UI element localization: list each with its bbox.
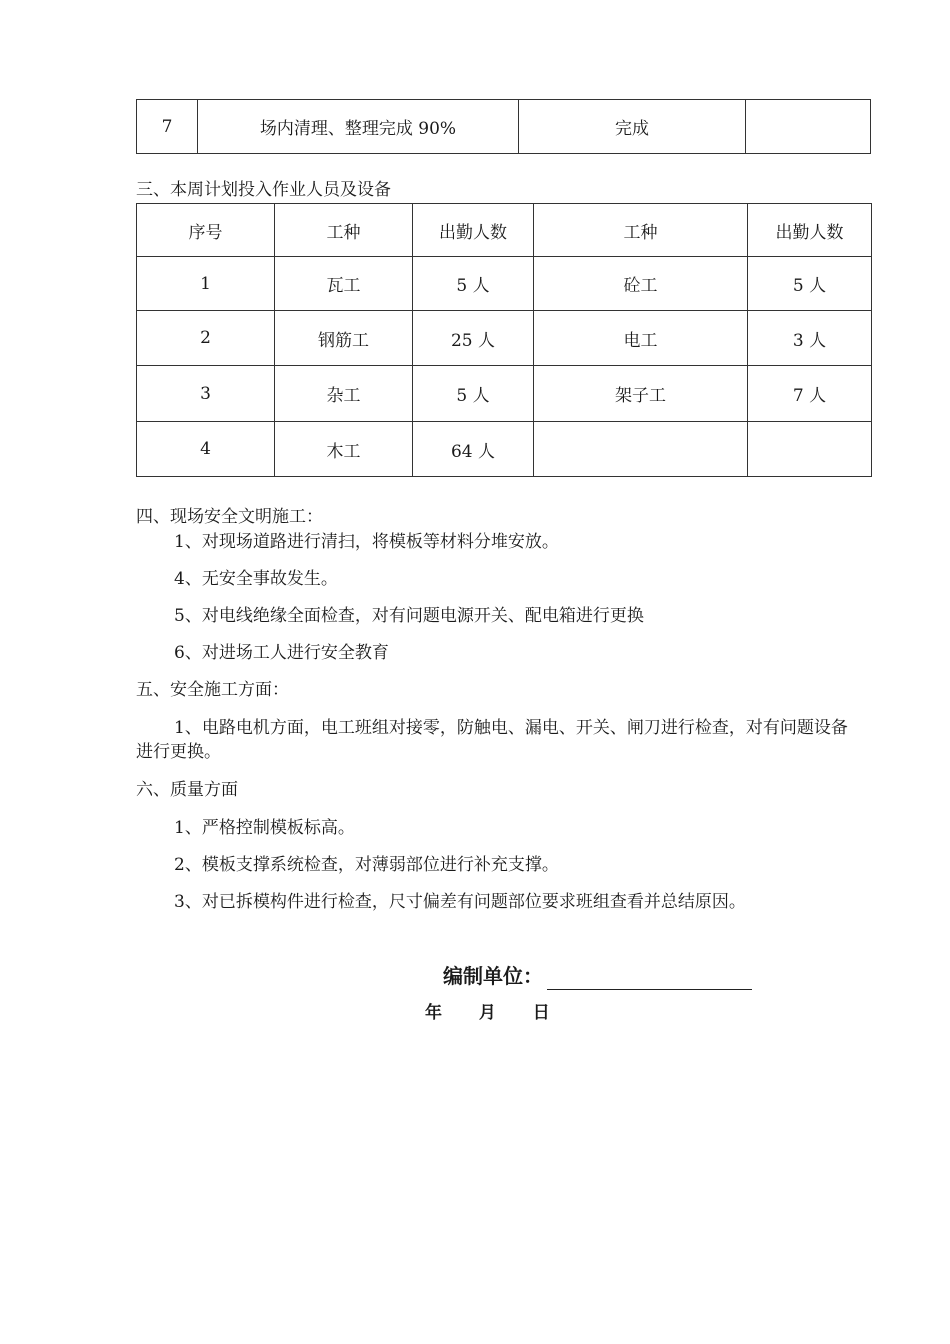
column-header: 出勤人数 xyxy=(413,204,534,257)
table-cell xyxy=(534,422,748,477)
column-header: 工种 xyxy=(534,204,748,257)
table-cell: 64 人 xyxy=(413,422,534,477)
list-item: 5、对电线绝缘全面检查，对有问题电源开关、配电箱进行更换 xyxy=(174,606,644,626)
table-cell: 瓦工 xyxy=(275,257,413,311)
section-heading: 四、现场安全文明施工： xyxy=(136,507,323,527)
table-row xyxy=(137,100,871,154)
table-cell: 25 人 xyxy=(413,311,534,366)
month-label: 月 xyxy=(478,1003,496,1023)
year-label: 年 xyxy=(425,1003,442,1023)
table-row xyxy=(137,422,872,477)
date-line xyxy=(425,1001,550,1025)
signature-block xyxy=(443,962,752,990)
table-row xyxy=(137,311,872,366)
table-cell: 3 人 xyxy=(748,311,872,366)
table-cell: 杂工 xyxy=(275,366,413,422)
list-item: 1、严格控制模板标高。 xyxy=(174,818,355,838)
column-header: 出勤人数 xyxy=(748,204,872,257)
table-cell: 木工 xyxy=(275,422,413,477)
column-header: 工种 xyxy=(275,204,413,257)
table-cell: 5 人 xyxy=(748,257,872,311)
personnel-table xyxy=(136,203,872,477)
table-cell xyxy=(746,100,871,154)
table-cell: 砼工 xyxy=(534,257,748,311)
list-item: 3、对已拆模构件进行检查，尺寸偏差有问题部位要求班组查看并总结原因。 xyxy=(174,892,746,912)
table-cell: 3 xyxy=(137,366,275,422)
section-heading: 五、安全施工方面： xyxy=(136,680,289,700)
table-header-row xyxy=(137,204,872,257)
signature-label: 编制单位： xyxy=(443,964,543,988)
section-heading: 三、本周计划投入作业人员及设备 xyxy=(136,180,391,200)
table-cell: 5 人 xyxy=(413,257,534,311)
list-item: 6、对进场工人进行安全教育 xyxy=(174,643,389,663)
signature-line xyxy=(547,967,752,990)
table-row xyxy=(137,257,872,311)
column-header: 序号 xyxy=(137,204,275,257)
table-cell: 电工 xyxy=(534,311,748,366)
list-item: 4、无安全事故发生。 xyxy=(174,569,338,589)
list-item: 1、对现场道路进行清扫，将模板等材料分堆安放。 xyxy=(174,532,559,552)
table-cell xyxy=(748,422,872,477)
table-cell: 2 xyxy=(137,311,275,366)
table-cell: 场内清理、整理完成 90% xyxy=(198,100,519,154)
table-cell: 5 人 xyxy=(413,366,534,422)
table-cell: 4 xyxy=(137,422,275,477)
section-heading: 六、质量方面 xyxy=(136,780,238,800)
table-cell: 1 xyxy=(137,257,275,311)
list-item: 2、模板支撑系统检查，对薄弱部位进行补充支撑。 xyxy=(174,855,559,875)
table-cell: 完成 xyxy=(519,100,746,154)
table-cell: 7 xyxy=(137,100,198,154)
table-cell: 架子工 xyxy=(534,366,748,422)
table-row xyxy=(137,366,872,422)
table-cell: 7 人 xyxy=(748,366,872,422)
paragraph: 1、电路电机方面，电工班组对接零，防触电、漏电、开关、闸刀进行检查，对有问题设备进行更换。 xyxy=(136,718,848,762)
progress-table xyxy=(136,99,871,154)
day-label: 日 xyxy=(532,1003,550,1023)
table-cell: 钢筋工 xyxy=(275,311,413,366)
